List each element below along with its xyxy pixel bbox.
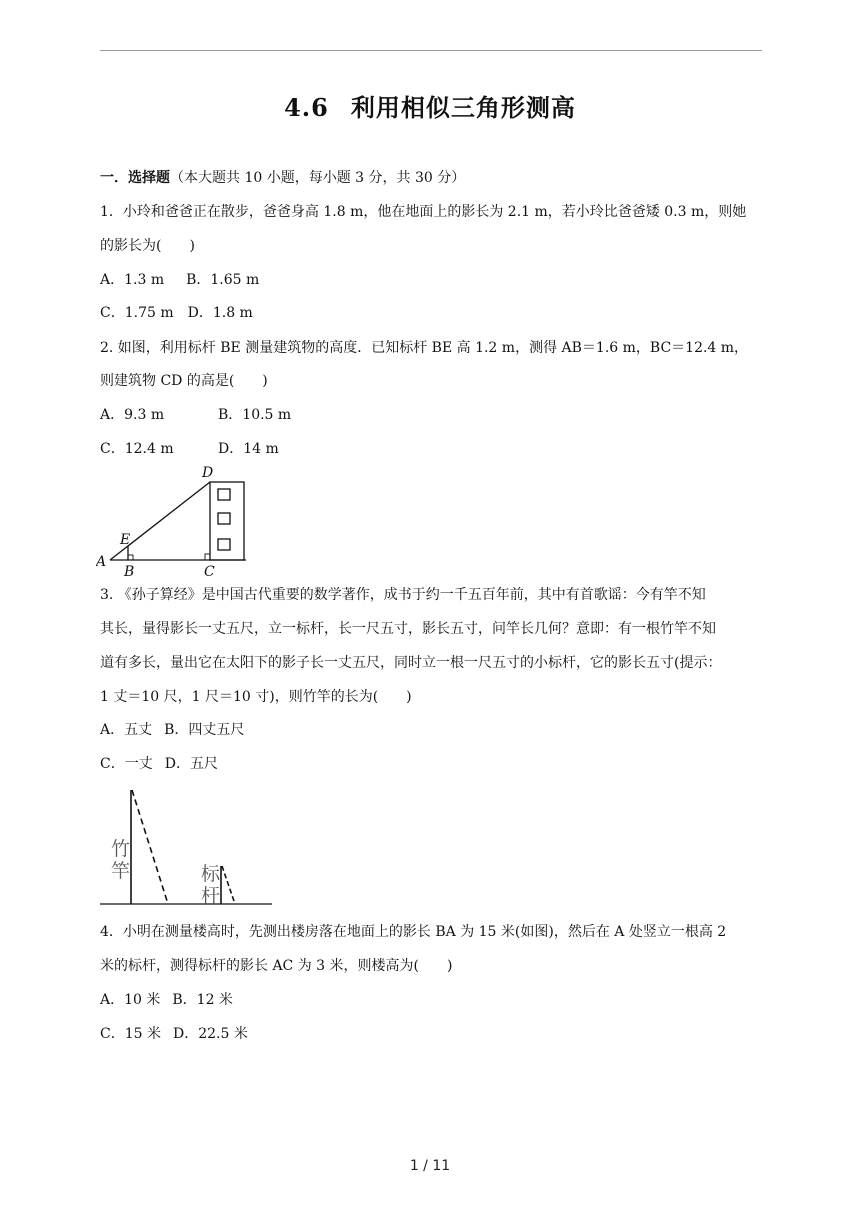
title-number: 4.6: [284, 93, 329, 122]
q3-text-line2: 其长，量得影长一丈五尺，立一标杆，长一尺五寸，影长五寸，问竿长几何？意即：有一根竹竿不知: [100, 621, 716, 637]
q3-option-b: B．四丈五尺: [164, 722, 245, 738]
window-1: [218, 489, 230, 500]
q2-option-d: D．14 m: [218, 441, 279, 457]
label-b: B: [124, 564, 135, 578]
q3-text-line1: 3. 《孙子算经》是中国古代重要的数学著作，成书于约一千五百年前，其中有首歌谣：今有竿不知: [100, 587, 706, 603]
q3-options-row1: [100, 720, 244, 740]
q4-options-row2: [100, 1024, 248, 1044]
q4-options-row1: [100, 990, 233, 1010]
q1-text-line1: 1．小玲和爸爸正在散步，爸爸身高 1.8 m，他在地面上的影长为 2.1 m，若小玲比爸爸矮 0.3 m，则她: [100, 204, 747, 220]
q3-text-line3: 道有多长，量出它在太阳下的影子长一丈五尺，同时立一根一尺五寸的小标杆，它的影长五寸(提示：: [100, 655, 722, 671]
label-gan2: 杆: [201, 885, 221, 907]
q3-option-d: D．五尺: [164, 756, 218, 772]
q3-text-line4: 1 丈＝10 尺，1 尺＝10 寸)，则竹竿的长为( ): [100, 689, 412, 705]
q3-figure: [98, 784, 276, 908]
label-biao: 标: [201, 863, 221, 885]
page-number: 1 / 11: [409, 1158, 451, 1174]
q2-text-line2: 则建筑物 CD 的高是( ): [100, 373, 268, 389]
q4-text-line2: 米的标杆，测得标杆的影长 AC 为 3 米，则楼高为( ): [100, 958, 453, 974]
window-2: [218, 513, 230, 524]
right-angle-c: [205, 554, 210, 560]
q4-text-line1: 4．小明在测量楼高时，先测出楼房落在地面上的影长 BA 为 15 米(如图)，然后在 A 处竖立一根高 2: [100, 924, 727, 940]
q4-option-d: D．22.5 米: [172, 1026, 248, 1042]
q1-options-row1: [100, 270, 259, 290]
q3-option-c: C．一丈: [100, 756, 153, 772]
q2-option-c: C．12.4 m: [100, 441, 174, 457]
header-rule: [100, 50, 762, 51]
q1-option-a: A．1.3 m: [100, 272, 165, 288]
q1-option-b: B．1.65 m: [186, 272, 260, 288]
q2-options-row1: [100, 405, 291, 425]
section-heading: [100, 168, 465, 188]
label-gan: 竿: [111, 860, 131, 882]
window-3: [218, 539, 230, 550]
q2-options-row2: [100, 439, 279, 459]
q2-option-b: B．10.5 m: [218, 407, 292, 423]
sight-line: [110, 482, 210, 560]
section-note: （本大题共 10 小题，每小题 3 分，共 30 分）: [170, 170, 466, 186]
q2-option-a: A．9.3 m: [100, 407, 165, 423]
q1-option-c: C．1.75 m: [100, 305, 174, 321]
label-d: D: [202, 465, 214, 481]
building-cd: [210, 482, 244, 560]
page-title: [0, 88, 860, 123]
q4-option-a: A．10 米: [100, 992, 161, 1008]
label-a: A: [96, 554, 107, 570]
label-zhu: 竹: [111, 838, 131, 860]
section-label: 一．选择题: [100, 170, 170, 186]
q4-option-c: C．15 米: [100, 1026, 161, 1042]
q2-figure: [96, 462, 256, 578]
q3-options-row2: [100, 754, 218, 774]
pole-shadow-line: [132, 790, 168, 904]
q1-text-line2: 的影长为( ): [100, 238, 195, 254]
q1-option-d: D．1.8 m: [187, 305, 253, 321]
q1-options-row2: [100, 303, 253, 323]
q4-option-b: B．12 米: [172, 992, 233, 1008]
q3-option-a: A．五丈: [100, 722, 153, 738]
q2-text-line1: 2. 如图，利用标杆 BE 测量建筑物的高度．已知标杆 BE 高 1.2 m，测得 AB＝1.6 m，BC＝12.4 m，: [100, 340, 749, 356]
label-c: C: [204, 564, 215, 578]
title-text: 利用相似三角形测高: [350, 93, 576, 122]
rod-shadow-line: [222, 866, 235, 904]
label-e: E: [120, 532, 131, 548]
right-angle-b: [128, 555, 133, 560]
